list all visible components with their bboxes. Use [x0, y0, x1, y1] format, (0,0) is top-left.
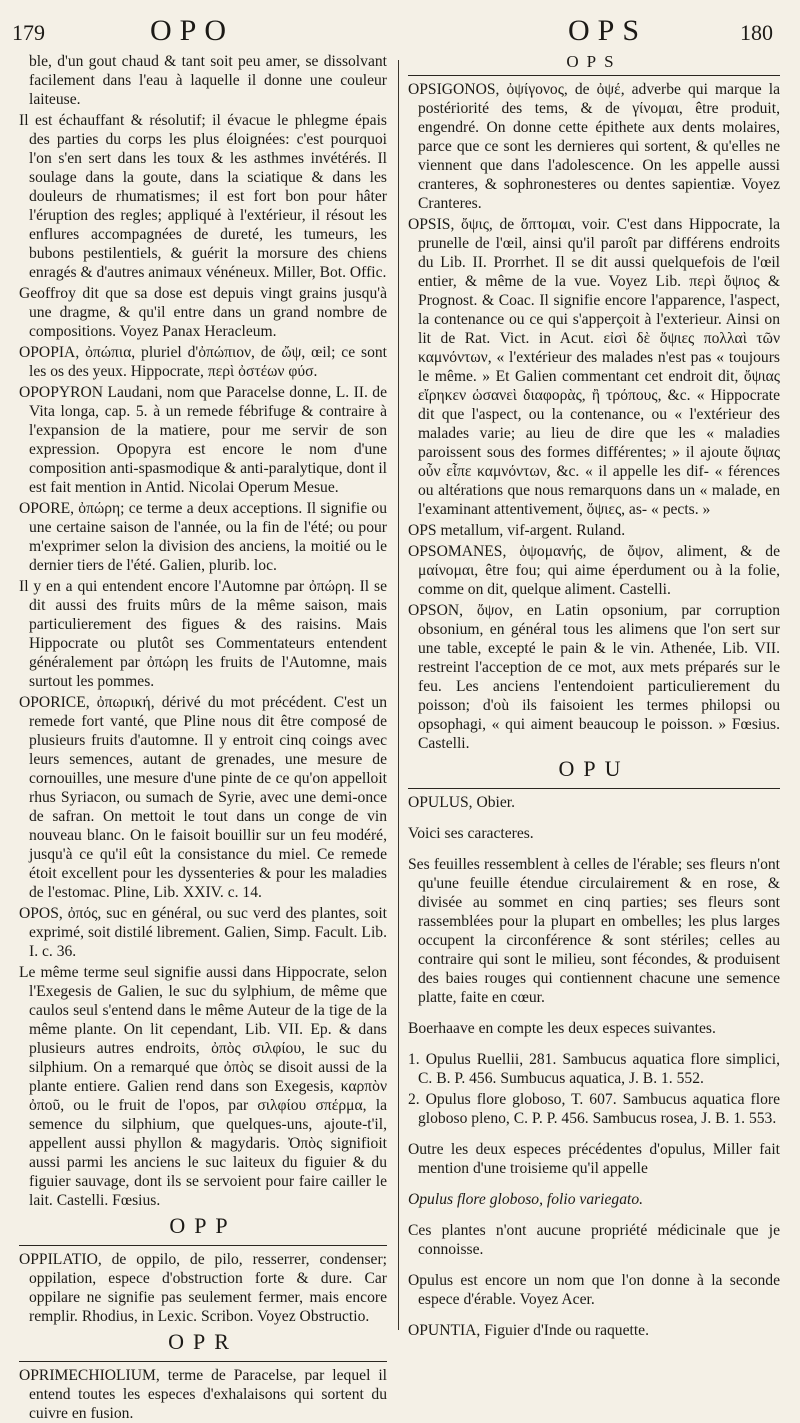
- left-running-head: OPO: [150, 14, 235, 47]
- entry-oppilatio: OPPILATIO, de oppilo, de pilo, resserrer, condenser; oppilation, espece d'obstruction forte & dure. Car oppilare ne signifie pas seulement fermer, mais encore remplir. Rhodius, in Lexic. Scribon. Voyez Obstructio.: [19, 1251, 387, 1325]
- paragraph: Il y en a qui entendent encore l'Automne par ὀπώρη. Il se dit aussi des fruits mûrs de la même saison, mais particulierement des figues & des raisins. Mais Hippocrate ou plutôt ses Commentateurs entendent généralement par ὀπώρη les fruits de l'Automne, mais surtout les pommes.: [19, 578, 387, 690]
- entry-opsomanes: OPSOMANES, ὀψομανής, de ὄψον, aliment, & de μαίνομαι, être fou; qui aime éperdument ou à la folie, comme on dit, quelque aliment. Castelli.: [408, 543, 780, 598]
- entry-oprimechiolium: OPRIMECHIOLIUM, terme de Paracelse, par lequel il entend toutes les especes d'exhalaisons qui sortent du cuivre en fusion.: [19, 1367, 387, 1422]
- right-column: [408, 52, 780, 1344]
- entry-opopia: OPOPIA, ὀπώπια, pluriel d'ὀπώπιον, de ὤψ, œil; ce sont les os des yeux. Hippocrate, περὶ ὀστέων φύσ.: [19, 344, 387, 380]
- column-divider: [398, 60, 399, 1330]
- paragraph: Boerhaave en compte les deux especes suivantes.: [408, 1020, 716, 1037]
- entry-opore: OPORE, ὀπώρη; ce terme a deux acceptions. Il signifie ou une certaine saison de l'année, ou la fin de l'été; ou pour m'exprimer selon la division des anciens, la moitié ou le dernier tiers de l'été. Galien, plurib. loc.: [19, 500, 387, 574]
- entry-ops-metallum: OPS metallum, vif-argent. Ruland.: [408, 522, 626, 539]
- entry-opulus: OPULUS, Obier.: [408, 794, 515, 811]
- entry-oporice: OPORICE, ὀπωρική, dérivé du mot précédent. C'est un remede fort vanté, que Pline nous dit être composé de plusieurs fruits d'automne. Il y entroit cinq coings avec leurs semences, autant de grenades, une mesure de cornouilles, une mesure d'une pinte de ce qu'on appelloit rhus Syriacon, ou sumach de Syrie, avec une demi-once de safran. On mettoit le tout dans un conge de vin nouveau blanc. On le faisoit bouillir sur un feu modéré, jusqu'à ce qu'il eût la consistance du miel. Ce remede étoit excellent pour les dyssenteries & pour les maladies de l'estomac. Pline, Lib. XXIV. c. 14.: [19, 694, 387, 901]
- right-page-number: 180: [740, 20, 773, 45]
- section-rule: [408, 75, 780, 76]
- page-header: [0, 14, 800, 54]
- entry-opos: OPOS, ὀπός, suc en général, ou suc verd des plantes, soit exprimé, soit distilé librement. Galien, Simp. Facult. Lib. I. c. 36.: [19, 905, 387, 960]
- section-heading-opu: OPU: [558, 756, 630, 781]
- paragraph: Geoffroy dit que sa dose est depuis vingt grains jusqu'à une dragme, & qu'il entre dans un grand nombre de compositions. Voyez Panax Heracleum.: [19, 285, 387, 340]
- entry-opuntia: OPUNTIA, Figuier d'Inde ou raquette.: [408, 1322, 649, 1339]
- section-heading-opr: OPR: [168, 1329, 238, 1354]
- section-heading-ops: OPS: [566, 52, 622, 71]
- left-page-number: 179: [12, 20, 45, 45]
- paragraph: Ces plantes n'ont aucune propriété médicinale que je connoisse.: [408, 1222, 780, 1258]
- paragraph: Ses feuilles ressemblent à celles de l'érable; ses fleurs n'ont qu'une feuille étendue circulairement & en rose, & divisée au sommet en cinq parties; ses fleurs sont rassemblées pour la plupart en ombelles; les plus larges occupent la circonférence & sont stériles; celles au contraire qui sont le milieu, sont fécondes, & produisent des baies rouges qui contiennent chacune une semence platte, faite en cœur.: [408, 856, 780, 1006]
- list-item: 1. Opulus Ruellii, 281. Sambucus aquatica flore simplici, C. B. P. 456. Sumbucus aquatica, J. B. 1. 552.: [408, 1051, 780, 1087]
- left-column: [19, 52, 387, 1422]
- right-running-head: OPS: [568, 14, 648, 47]
- list-item: 2. Opulus flore globoso, T. 607. Sambucus aquatica flore globoso pleno, C. P. P. 456. Sambucus rosea, J. B. 1. 553.: [408, 1091, 780, 1127]
- paragraph: Opulus est encore un nom que l'on donne à la seconde espece d'érable. Voyez Acer.: [408, 1272, 780, 1308]
- section-heading-opp: OPP: [169, 1213, 237, 1238]
- section-rule: [408, 788, 780, 789]
- paragraph: Il est échauffant & résolutif; il évacue le phlegme épais des parties du corps les plus éloignées: c'est pourquoi l'on s'en sert dans les toux & les asthmes invétérés. Il soulage dans la goute, dans la sciatique & dans les douleurs de rhumatismes; il est fort bon pour hâter l'éruption des regles; appliqué à l'extérieur, il résout les enflures accompagnées de dureté, les tumeurs, les bubons pestilentiels, & guérit la morsure des chiens enragés & d'autres animaux vénéneux. Miller, Bot. Offic.: [19, 112, 387, 281]
- section-rule: [19, 1245, 387, 1246]
- entry-opopyron: OPOPYRON Laudani, nom que Paracelse donne, L. II. de Vita longa, cap. 5. à un remede fébrifuge & contraire à l'expansion de la matiere, pour me servir de son expression. Opopyra est encore le nom d'une composition anti-spasmodique & anti-paralytique, dont il est fait mention in Antid. Nicolai Operum Mesue.: [19, 384, 387, 496]
- paragraph: Opulus flore globoso, folio variegato.: [408, 1191, 644, 1208]
- section-rule: [19, 1361, 387, 1362]
- continuation-paragraph: ble, d'un gout chaud & tant soit peu amer, se dissolvant facilement dans l'eau à laquelle il donne une couleur laiteuse.: [29, 53, 387, 108]
- entry-opsis: OPSIS, ὄψις, de ὄπτομαι, voir. C'est dans Hippocrate, la prunelle de l'œil, ainsi qu'il paroît par différens endroits du Lib. II. Prorrhet. Il se dit aussi quelquefois de l'œil entier, & même de la vue. Voyez Lib. περὶ ὄψιος & Prognost. & Coac. Il signifie encore l'apparence, l'aspect, la contenance ou ce qui s'apperçoit à l'exterieur. Ainsi on lit de Rat. Vict. in Acut. εἰσὶ δὲ ὄψιες πολλαὶ τῶν καμνόντων, « l'extérieur des malades n'est pas « toujours le même. » Et Galien commentant cet endroit dit, ὄψιας εἴρηκεν ὡσανεὶ διαφορὰς, ἢ τρόπους, &c. « Hippocrate dit que l'aspect, ou la contenance, ou « l'extérieur des malades varie; au lieu de dire que les « maladies paroissent sous des formes différentes; » il ajoute ὄψιας οὖν εἶπε καμνόντων, &c. « il appelle les dif- « férences ou altérations que nous remarquons dans un « malade, en l'examinant attentivement, ὄψιες, as- « pects. »: [408, 216, 780, 518]
- entry-opson: OPSON, ὄψον, en Latin opsonium, par corruption obsonium, en général tous les alimens que l'on sert sur une table, excepté le pain & le vin. Athenée, Lib. VII. restreint l'acception de ce mot, aux mets préparés sur le feu. Les anciens l'entendoient particulierement du poisson; d'où ils faisoient les termes philopsi ou opsophagi, « qui aiment beaucoup le poisson. » Fœsius. Castelli.: [408, 602, 780, 752]
- paragraph: Outre les deux especes précédentes d'opulus, Miller fait mention d'une troisieme qu'il appelle: [408, 1141, 780, 1177]
- paragraph: Le même terme seul signifie aussi dans Hippocrate, selon l'Exegesis de Galien, le suc du sylphium, de même que caulos seul s'entend dans le même Auteur de la tige de la même plante. On lit cependant, Lib. VII. Ep. & dans plusieurs autres endroits, ὀπὸς σιλφίου, le suc du silphium. On a remarqué que ὀπὸς se disoit aussi de la plante entiere. Galien rend dans son Exegesis, καρπὸν ὀποῦ, ou le fruit de l'opos, par σιλφίου σπέρμα, la semence du silphium, que quelques-uns, ajoute-t'il, appellent aussi phyllon & magydaris. Ὀπὸς signifioit aussi parmi les anciens le suc laiteux du figuier & du figuier sauvage, dont ils se servoient pour faire cailler le lait. Castelli. Fœsius.: [19, 964, 387, 1209]
- entry-opsigonos: OPSIGONOS, ὀψίγονος, de ὀψέ, adverbe qui marque la postériorité des tems, & de γίνομαι, être produit, engendré. On donne cette épithete aux dents molaires, parce que ce sont les dernieres qui sortent, & qu'elles ne viennent que dans l'adolescence. On les appelle aussi cranteres, & sophronesteres ou dentes sapientiæ. Voyez Cranteres.: [408, 81, 780, 212]
- paragraph: Voici ses caracteres.: [408, 825, 534, 842]
